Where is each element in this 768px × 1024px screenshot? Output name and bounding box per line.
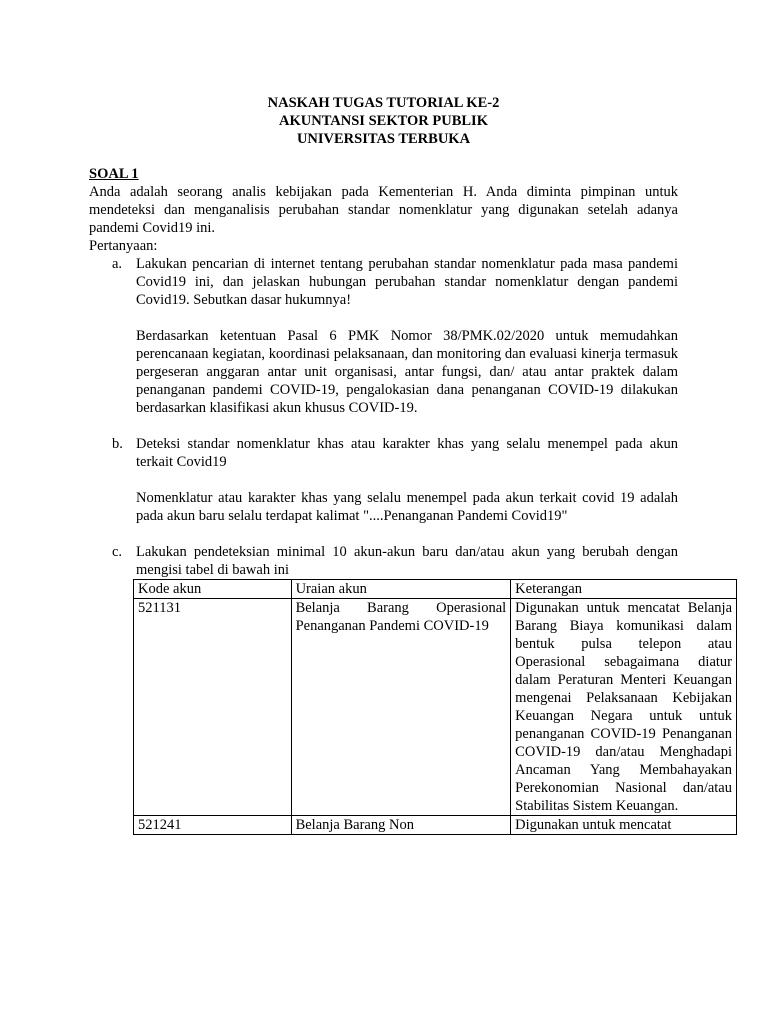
question-text: Lakukan pencarian di internet tentang perubahan standar nomenklatur pada masa pandemi Covid19 ini, dan jelaskan hubungan perubahan standar nomenklatur dengan pandemi Covid19. Sebutkan dasar hukumnya! (136, 256, 678, 308)
soal-intro: Anda adalah seorang analis kebijakan pada Kementerian H. Anda diminta pimpinan untuk mendeteksi dan menganalisis perubahan standar nomenklatur yang digunakan setelah adanya pandemi Covid19 ini. (89, 184, 678, 236)
answer-text: Nomenklatur atau karakter khas yang selalu menempel pada akun terkait covid 19 adalah pada akun baru selalu terdapat kalimat "....Penanganan Pandemi Covid19" (136, 490, 678, 524)
table-header-keterangan: Keterangan (511, 580, 737, 599)
question-text: Deteksi standar nomenklatur khas atau karakter khas yang selalu menempel pada akun terkait Covid19 (136, 436, 678, 470)
table-row (134, 816, 737, 835)
title-line-1: NASKAH TUGAS TUTORIAL KE-2 (267, 95, 500, 111)
question-item-c (89, 543, 678, 579)
document-title (89, 94, 678, 148)
answer-text: Berdasarkan ketentuan Pasal 6 PMK Nomor 38/PMK.02/2020 untuk memudahkan perencanaan kegiatan, koordinasi pelaksanaan, dan monitoring dan evaluasi kinerja termasuk pergeseran anggaran antar unit organisasi, antar fungsi, dan/ atau antar praktek dalam penanganan pandemi COVID-19, pengalokasian dana penanganan COVID-19 dilakukan berdasarkan klasifikasi akun khusus COVID-19. (136, 328, 678, 416)
title-line-3: UNIVERSITAS TERBUKA (296, 131, 471, 147)
table-cell-uraian: Belanja Barang Operasional Penanganan Pandemi COVID-19 (291, 599, 511, 816)
table-row (134, 599, 737, 816)
table-cell-kode: 521131 (134, 599, 292, 816)
table-header-kode: Kode akun (134, 580, 292, 599)
question-marker: a. (112, 256, 123, 272)
question-marker: b. (112, 436, 123, 452)
soal-heading: SOAL 1 (89, 166, 139, 182)
table-header-uraian: Uraian akun (291, 580, 511, 599)
akun-table (133, 579, 737, 835)
question-text: Lakukan pendeteksian minimal 10 akun-akun baru dan/atau akun yang berubah dengan mengisi tabel di bawah ini (136, 544, 678, 578)
table-cell-keterangan: Digunakan untuk mencatat (511, 816, 737, 835)
document-content (89, 94, 732, 835)
pertanyaan-label: Pertanyaan: (89, 238, 158, 254)
question-item-a (89, 255, 678, 435)
table-cell-keterangan: Digunakan untuk mencatat Belanja Barang Biaya komunikasi dalam bentuk pulsa telepon atau Operasional sebagaimana diatur dalam Peraturan Menteri Keuangan mengenai Pelaksanaan Kebijakan Keuangan Negara untuk untuk penanganan COVID-19 Penanganan COVID-19 dan/atau Menghadapi Ancaman Yang Membahayakan Perekonomian Nasional dan/atau Stabilitas Sistem Keuangan. (511, 599, 737, 816)
question-marker: c. (112, 544, 123, 560)
table-cell-kode: 521241 (134, 816, 292, 835)
table-cell-uraian: Belanja Barang Non (291, 816, 511, 835)
question-item-b (89, 435, 678, 543)
table-header-row (134, 580, 737, 599)
title-line-2: AKUNTANSI SEKTOR PUBLIK (279, 113, 488, 129)
